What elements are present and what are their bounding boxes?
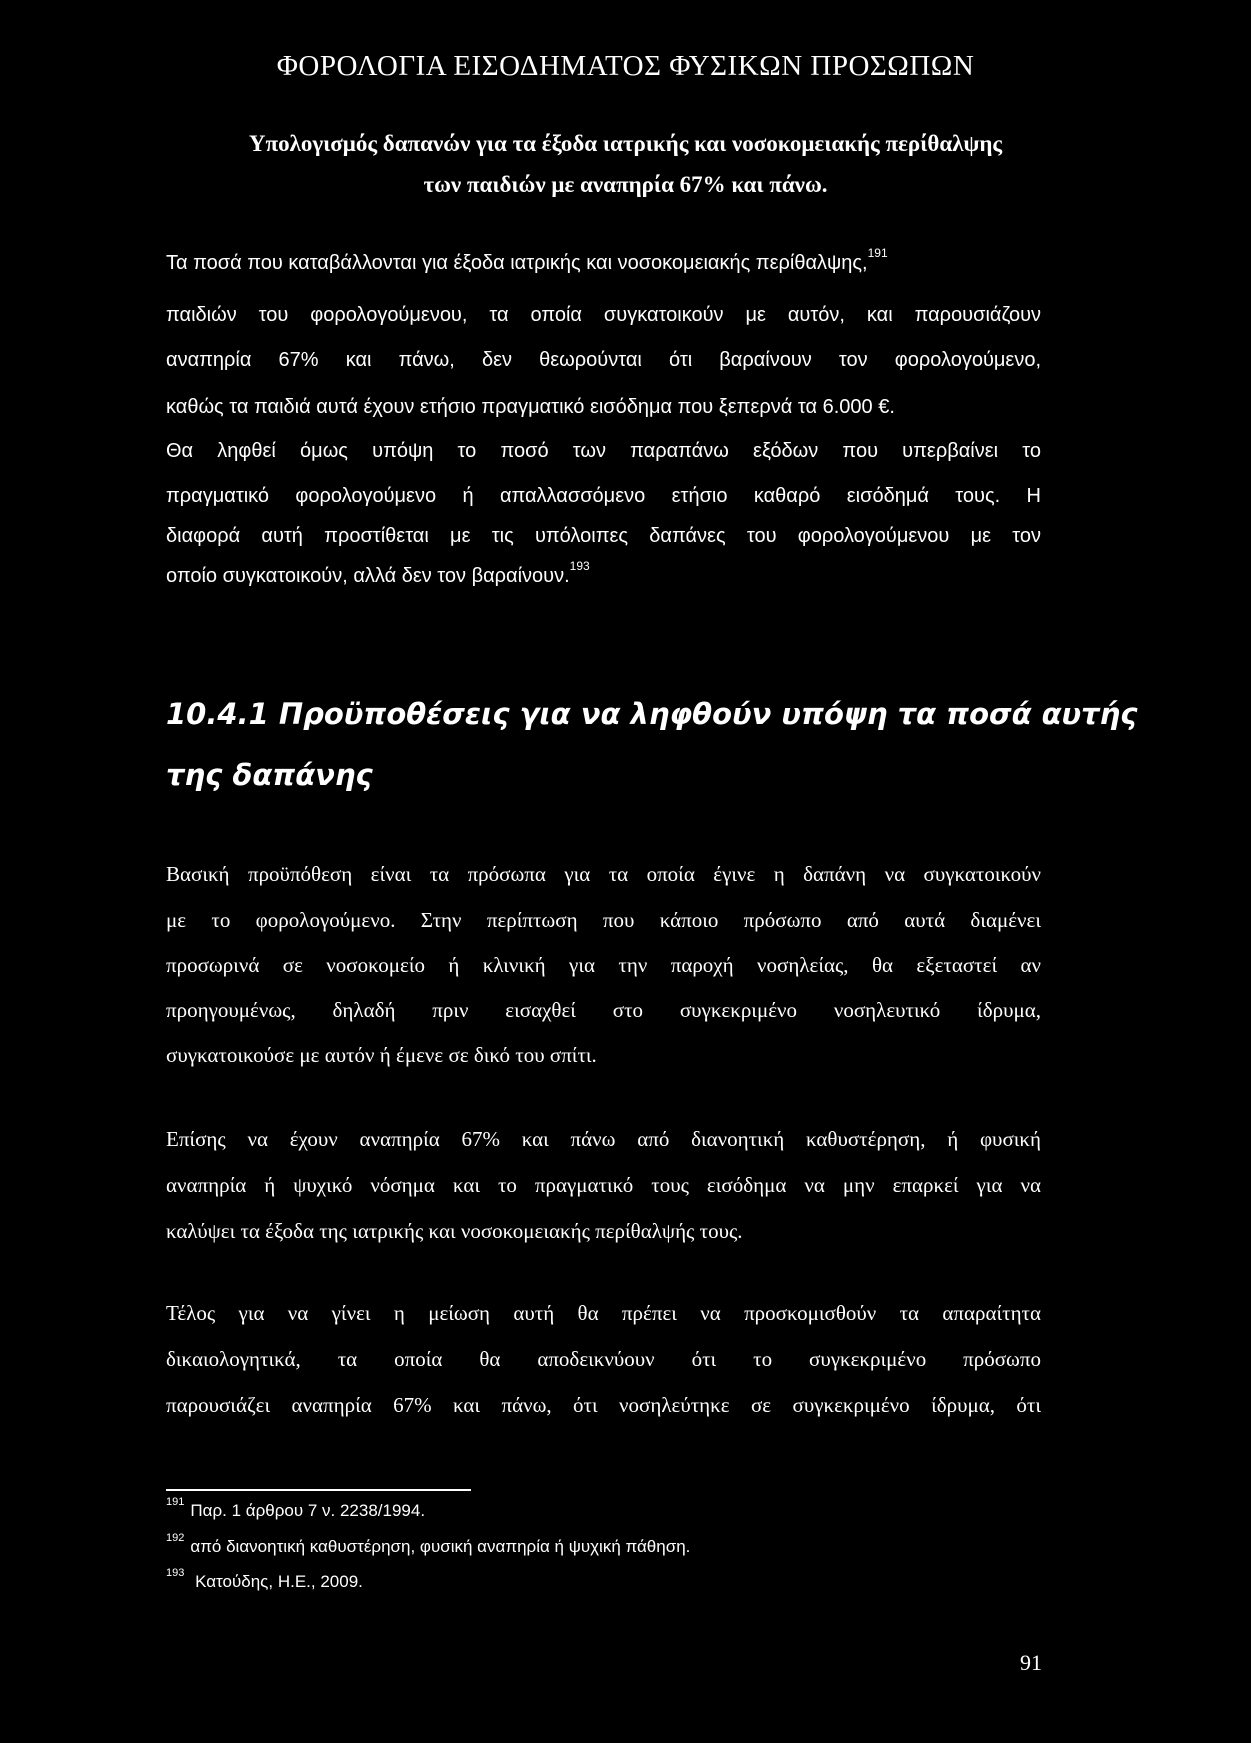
para2-line-3: προσωρινά σε νοσοκομείο ή κλινική για την παροχή νοσηλείας, θα εξεταστεί αν	[166, 953, 1041, 977]
para1-line-2: παιδιών του φορολογούμενου, τα οποία συγκατοικούν με αυτόν, και παρουσιάζουν	[166, 304, 1041, 326]
para3-line-2: αναπηρία ή ψυχικό νόσημα και το πραγματικό τους εισόδημα να μην επαρκεί για να	[166, 1173, 1041, 1197]
para1-line-8: οποίο συγκατοικούν, αλλά δεν τον βαραίνουν.$^{193}$	[166, 559, 590, 587]
para1-line-1: Τα ποσά που καταβάλλονται για έξοδα ιατρικής και νοσοκομειακής περίθαλψης,$^{191}$	[166, 246, 888, 274]
para4-line-1: Τέλος για να γίνει η μείωση αυτή θα πρέπει να προσκομισθούν τα απαραίτητα	[166, 1301, 1041, 1325]
running-header: ΦΟΡΟΛΟΓΙΑ ΕΙΣΟΔΗΜΑΤΟΣ ΦΥΣΙΚΩΝ ΠΡΟΣΩΠΩΝ	[276, 50, 975, 82]
para1-line-7: διαφορά αυτή προστίθεται με τις υπόλοιπες δαπάνες του φορολογούμενου με τον	[166, 525, 1041, 547]
para2-line-4: προηγουμένως, δηλαδή πριν εισαχθεί στο συγκεκριμένο νοσηλευτικό ίδρυμα,	[166, 998, 1041, 1022]
para1-line-3: αναπηρία 67% και πάνω, δεν θεωρούνται ότι βαραίνουν τον φορολογούμενο,	[166, 349, 1041, 371]
section-heading-line-2: της δαπάνης	[166, 758, 373, 792]
section-heading-line-1: 10.4.1 Προϋποθέσεις για να ληφθούν υπόψη τα ποσά αυτής	[166, 697, 1138, 731]
subtitle-line-2: των παιδιών με αναπηρία 67% και πάνω.	[423, 172, 828, 197]
subtitle-line-1: Υπολογισμός δαπανών για τα έξοδα ιατρικής και νοσοκομειακής περίθαλψης	[248, 131, 1003, 156]
footnote-193: $^{193}$ Κατούδης, Η.Ε., 2009.	[166, 1567, 363, 1591]
para3-line-1: Επίσης να έχουν αναπηρία 67% και πάνω από διανοητική καθυστέρηση, ή φυσική	[166, 1127, 1041, 1151]
para1-line-5: Θα ληφθεί όμως υπόψη το ποσό των παραπάνω εξόδων που υπερβαίνει το	[166, 440, 1041, 462]
footnote-separator	[166, 1489, 471, 1491]
para2-line-5: συγκατοικούσε με αυτόν ή έμενε σε δικό του σπίτι.	[166, 1043, 597, 1067]
footnote-192: $^{192}$ από διανοητική καθυστέρηση, φυσική αναπηρία ή ψυχική πάθηση.	[166, 1532, 691, 1556]
footnote-ref-193: 193	[569, 559, 590, 573]
para4-line-3: παρουσιάζει αναπηρία 67% και πάνω, ότι νοσηλεύτηκε σε συγκεκριμένο ίδρυμα, ότι	[166, 1393, 1041, 1417]
para3-line-3: καλύψει τα έξοδα της ιατρικής και νοσοκομειακής περίθαλψής τους.	[166, 1219, 743, 1243]
para1-line-6: πραγματικό φορολογούμενο ή απαλλασσόμενο ετήσιο καθαρό εισόδημά τους. Η	[166, 485, 1041, 507]
para1-line-4: καθώς τα παιδιά αυτά έχουν ετήσιο πραγματικό εισόδημα που ξεπερνά τα 6.000 €.	[166, 396, 895, 418]
footnote-ref-191: 191	[867, 246, 888, 260]
para2-line-1: Βασική προϋπόθεση είναι τα πρόσωπα για τα οποία έγινε η δαπάνη να συγκατοικούν	[166, 862, 1041, 886]
footnote-191: $^{191}$ Παρ. 1 άρθρου 7 ν. 2238/1994.	[166, 1496, 426, 1520]
para4-line-2: δικαιολογητικά, τα οποία θα αποδεικνύουν ότι το συγκεκριμένο πρόσωπο	[166, 1347, 1041, 1371]
page-number: 91	[1020, 1650, 1042, 1675]
para2-line-2: με το φορολογούμενο. Στην περίπτωση που κάποιο πρόσωπο από αυτά διαμένει	[166, 908, 1041, 932]
